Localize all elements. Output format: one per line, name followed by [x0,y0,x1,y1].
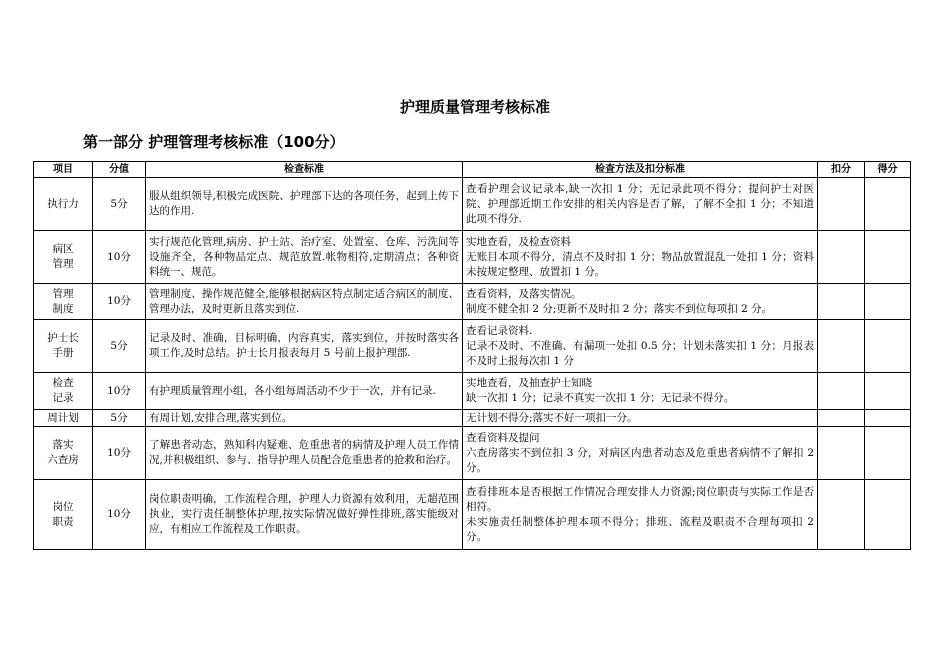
row-method-line: 无计划不得分;落实不好一项扣一分。 [466,411,638,424]
row-item-line: 管理 [52,287,74,300]
row-score: 10分 [93,373,146,410]
row-method-line: 未实施责任制整体护理本项不得分；排班、流程及职责不合理每项扣 2 分。 [466,515,814,543]
row-method-line: 查看护理会议记录本,缺一次扣 1 分；无记录此项不得分；提问护士对医院、护理部近期工作安排的相关内容是否了解，了解不全扣 1 分；不知道此项不得分. [466,182,814,225]
row-item-line: 六查房 [47,454,79,466]
row-item-line: 检查 [52,377,74,389]
table-row [34,373,911,410]
row-item-line: 落实 [52,439,74,451]
table-row [34,231,911,284]
header-deduction: 扣分 [818,162,865,178]
row-item-line: 执行力 [47,197,79,210]
row-method [463,284,818,320]
row-criteria: 管理制度、操作规范健全,能够根据病区特点制定适合病区的制度、管理办法，及时更新且落实到位. [146,284,463,320]
row-item [34,284,93,320]
row-score: 5分 [93,320,146,373]
row-method [463,231,818,284]
row-criteria: 实行规范化管理,病房、护士站、治疗室、处置室、仓库、污洗间等设施齐全，各种物品定点、规范放置.帐物相符,定期清点；各种资料统一、规范。 [146,231,463,284]
row-deduction [818,427,865,480]
row-deduction [818,178,865,231]
table-row [34,480,911,550]
row-item [34,178,93,231]
row-result [865,320,911,373]
row-item [34,373,93,410]
row-method-line: 实地查看，及抽查护士知晓 [466,377,592,389]
row-method-line: 缺一次扣 1 分；记录不真实一次扣 1 分；无记录不得分。 [466,392,735,404]
row-item-line: 病区 [52,243,74,255]
row-item-line: 护士长 [47,332,79,344]
row-score: 10分 [93,427,146,480]
table-row [34,178,911,231]
row-method-line: 查看资料及提问 [466,431,540,444]
table-row [34,427,911,480]
header-criteria: 检查标准 [146,162,463,178]
row-result [865,178,911,231]
row-method [463,480,818,550]
row-deduction [818,231,865,284]
row-score: 10分 [93,284,146,320]
row-method-line: 六查房落实不到位扣 3 分，对病区内患者动态及危重患者病情不了解扣 2 分。 [466,446,814,474]
row-method-line: 查看记录资料. [466,324,533,337]
row-deduction [818,320,865,373]
row-method-line: 实地查看，及检查资料 [466,235,571,248]
row-item-line: 周计划 [47,411,79,424]
row-score: 5分 [93,410,146,427]
row-method [463,373,818,410]
row-criteria: 有周计划,安排合理,落实到位。 [146,410,463,427]
row-criteria: 有护理质量管理小组，各小组每周活动不少于一次，并有记录. [146,373,463,410]
row-method-line: 查看排班本是否根据工作情况合理安排人力资源;岗位职责与实际工作是否相符。 [466,485,814,513]
row-item-line: 制度 [52,302,74,315]
row-criteria: 记录及时、准确，目标明确，内容真实，落实到位，并按时落实各项工作,及时总结。护士长月报表每月 5 号前上报护理部. [146,320,463,373]
table-header-row [34,162,911,178]
row-item [34,480,93,550]
row-method [463,410,818,427]
row-deduction [818,284,865,320]
row-item-line: 记录 [52,392,74,404]
row-score: 10分 [93,231,146,284]
row-method-line: 无账目本项不得分，清点不及时扣 1 分；物品放置混乱一处扣 1 分；资料未按规定整理、放置扣 1 分。 [466,250,814,278]
row-item [34,231,93,284]
row-item-line: 管理 [52,258,74,270]
assessment-table [33,161,911,550]
row-item-line: 岗位 [52,500,74,513]
row-score: 5分 [93,178,146,231]
row-deduction [818,373,865,410]
section-title: 第一部分 护理管理考核标准（100分） [83,133,345,151]
row-method [463,178,818,231]
table-row [34,320,911,373]
row-criteria: 了解患者动态，熟知科内疑难、危重患者的病情及护理人员工作情况,并积极组织、参与、指导护理人员配合危重患者的抢救和治疗。 [146,427,463,480]
row-deduction [818,410,865,427]
row-score: 10分 [93,480,146,550]
row-result [865,373,911,410]
row-result [865,410,911,427]
row-deduction [818,480,865,550]
header-method: 检查方法及扣分标准 [463,162,818,178]
row-result [865,427,911,480]
row-method [463,320,818,373]
header-score: 分值 [93,162,146,178]
row-result [865,231,911,284]
row-method [463,427,818,480]
row-item-line: 职责 [52,515,74,528]
row-item [34,427,93,480]
row-method-line: 查看资料，及落实情况。 [466,287,582,300]
table-row [34,284,911,320]
row-criteria: 岗位职责明确，工作流程合理，护理人力资源有效利用，无超范围执业，实行责任制整体护理,按实际情况做好弹性排班,落实能级对应，有相应工作流程及工作职责。 [146,480,463,550]
row-item-line: 手册 [52,347,74,359]
table-row [34,410,911,427]
page-title: 护理质量管理考核标准 [399,98,550,116]
header-result: 得分 [865,162,911,178]
row-method-line: 记录不及时、不准确、有漏项一处扣 0.5 分；计划未落实扣 1 分；月报表不及时上报每次扣 1 分 [466,339,814,367]
row-result [865,284,911,320]
header-item: 项目 [34,162,93,178]
row-criteria: 服从组织领导,积极完成医院、护理部下达的各项任务，起到上传下达的作用. [146,178,463,231]
row-result [865,480,911,550]
row-item [34,320,93,373]
row-method-line: 制度不健全扣 2 分;更新不及时扣 2 分；落实不到位每项扣 2 分。 [466,302,773,315]
row-item [34,410,93,427]
